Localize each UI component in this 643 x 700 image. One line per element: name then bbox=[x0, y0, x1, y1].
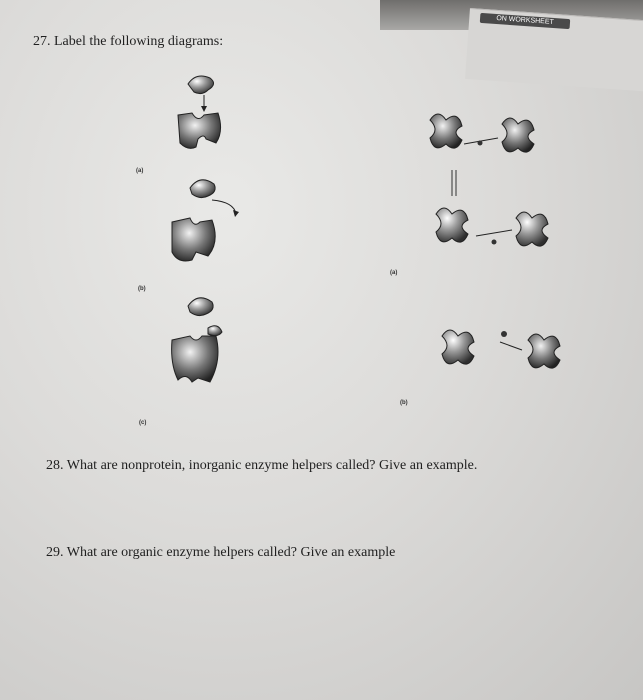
enzyme-a bbox=[178, 113, 221, 148]
right-diagram-bottom bbox=[442, 330, 560, 368]
substrate-b bbox=[190, 180, 215, 198]
enzyme-right-6 bbox=[528, 334, 560, 368]
question-28: 28. What are nonprotein, inorganic enzyme helpers called? Give an example. bbox=[46, 458, 478, 473]
right-diagram-top bbox=[430, 114, 534, 196]
right-diagram-middle bbox=[436, 208, 548, 246]
question-29: 29. What are organic enzyme helpers called? Give an example bbox=[46, 545, 396, 560]
enzyme-c bbox=[172, 336, 218, 382]
question-27: 27. Label the following diagrams: bbox=[33, 34, 224, 49]
right-label-b: (b) bbox=[400, 400, 408, 406]
left-label-c: (c) bbox=[139, 420, 147, 426]
left-diagram-c bbox=[172, 298, 222, 382]
product-c bbox=[208, 326, 222, 336]
enzyme-right-5 bbox=[442, 330, 474, 364]
left-label-a: (a) bbox=[136, 168, 144, 174]
left-diagram-b bbox=[172, 180, 239, 261]
left-label-b: (b) bbox=[138, 286, 146, 292]
left-diagram-a bbox=[178, 76, 221, 148]
enzyme-right-1 bbox=[430, 114, 462, 148]
header-tag: ON WORKSHEET bbox=[480, 13, 570, 29]
enzyme-b bbox=[172, 218, 215, 261]
substrate-a bbox=[188, 76, 214, 94]
enzyme-right-2 bbox=[502, 118, 534, 152]
arrow-b bbox=[212, 200, 236, 214]
arrow-right-bottom bbox=[500, 342, 522, 350]
arrow-right-middle bbox=[476, 230, 512, 236]
enzyme-right-3 bbox=[436, 208, 468, 242]
substrate-c bbox=[188, 298, 213, 316]
right-label-a: (a) bbox=[390, 270, 398, 276]
enzyme-right-4 bbox=[516, 212, 548, 246]
